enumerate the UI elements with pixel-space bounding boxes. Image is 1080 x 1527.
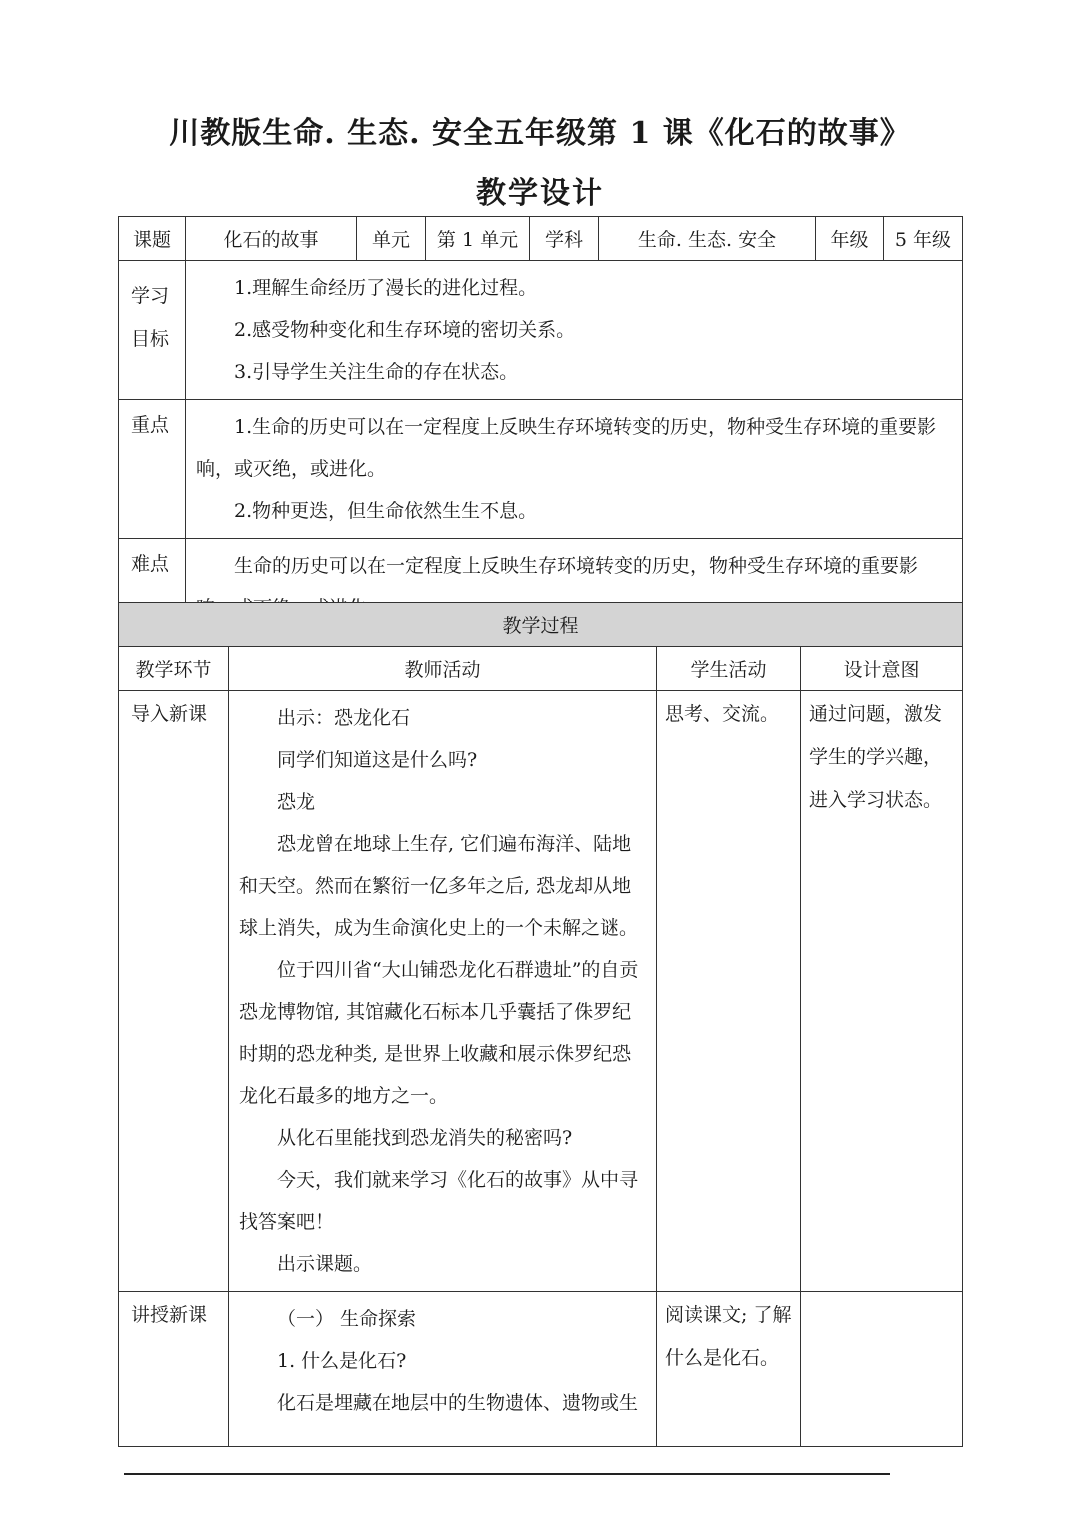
difficulties-text: 生命的历史可以在一定程度上反映生存环境转变的历史，物种受生存环境的重要影 [234, 555, 919, 577]
intent-cell [801, 691, 963, 1292]
goals-label-line2: 目标 [131, 328, 170, 350]
key-points-label: 重点 [119, 400, 186, 539]
teacher-line: 同学们知道这是什么吗? [277, 749, 478, 771]
goals-label-line1: 学习 [131, 285, 170, 307]
student-activity-cell [657, 691, 801, 1292]
difficulties-label: 难点 [119, 539, 186, 636]
teacher-line: 恐龙 [277, 791, 316, 813]
column-header-student: 学生活动 [657, 647, 801, 691]
teacher-line: 从化石里能找到恐龙消失的秘密吗? [277, 1127, 573, 1149]
goal-item: 1.理解生命经历了漫长的进化过程。 [234, 277, 538, 299]
column-header-teacher: 教师活动 [229, 647, 657, 691]
grade-value: 5 年级 [884, 217, 963, 261]
teacher-line: （一） 生命探索 [277, 1308, 417, 1330]
goal-item: 3.引导学生关注生命的存在状态。 [234, 361, 519, 383]
teacher-line: 今天，我们就来学习《化石的故事》从中寻找答案吧！ [239, 1169, 639, 1233]
document-title: 川教版生命. 生态. 安全五年级第 1 课《化石的故事》 [169, 116, 911, 151]
goals-label [119, 261, 186, 400]
process-header: 教学过程 [119, 603, 963, 647]
design-intent [801, 1292, 962, 1296]
topic-label: 课题 [119, 217, 186, 261]
grade-label: 年级 [816, 217, 884, 261]
teacher-line: 出示课题。 [277, 1253, 373, 1275]
topic-value: 化石的故事 [186, 217, 357, 261]
teacher-line: 恐龙曾在地球上生存, 它们遍布海洋、陆地和天空。然而在繁衍一亿多年之后, 恐龙却从地球上消失，成为生命演化史上的一个未解之谜。 [239, 833, 639, 939]
teacher-activity-cell [229, 1292, 657, 1447]
table-row [119, 1292, 963, 1447]
footer-divider [124, 1473, 890, 1475]
key-point-item: 2.物种更迭，但生命依然生生不息。 [234, 500, 538, 522]
stage-cell [119, 691, 229, 1292]
student-activity: 思考、交流。 [665, 703, 780, 725]
stage-label: 导入新课 [131, 703, 208, 725]
key-point-item: 1.生命的历史可以在一定程度上反映生存环境转变的历史，物种受生存环境的重要影响，或灭绝，或进化。 [196, 416, 937, 480]
teaching-process-table [118, 602, 963, 1447]
student-activity-cell [657, 1292, 801, 1447]
teacher-line: 出示：恐龙化石 [277, 707, 411, 729]
teacher-line: 化石是埋藏在地层中的生物遗体、遗物或生 [277, 1392, 639, 1414]
stage-label: 讲授新课 [131, 1304, 208, 1326]
intent-cell [801, 1292, 963, 1447]
unit-label: 单元 [357, 217, 426, 261]
student-activity: 阅读课文; 了解什么是化石。 [665, 1304, 792, 1369]
document-subtitle: 教学设计 [476, 176, 604, 211]
subject-label: 学科 [530, 217, 599, 261]
unit-value: 第 1 单元 [426, 217, 530, 261]
lesson-info-table [118, 216, 963, 636]
column-header-intent: 设计意图 [801, 647, 963, 691]
stage-cell [119, 1292, 229, 1447]
column-header-stage: 教学环节 [119, 647, 229, 691]
subject-value: 生命. 生态. 安全 [599, 217, 816, 261]
teacher-line: 位于四川省“大山铺恐龙化石群遗址”的自贡恐龙博物馆, 其馆藏化石标本几乎囊括了侏罗纪时期的恐龙种类, 是世界上收藏和展示侏罗纪恐龙化石最多的地方之一。 [239, 959, 639, 1107]
table-row [119, 691, 963, 1292]
key-points-content [186, 400, 963, 539]
goals-content [186, 261, 963, 400]
teacher-activity-cell [229, 691, 657, 1292]
design-intent: 通过问题，激发学生的学兴趣，进入学习状态。 [809, 703, 943, 811]
teacher-line: 1. 什么是化石? [277, 1350, 407, 1372]
goal-item: 2.感受物种变化和生存环境的密切关系。 [234, 319, 576, 341]
